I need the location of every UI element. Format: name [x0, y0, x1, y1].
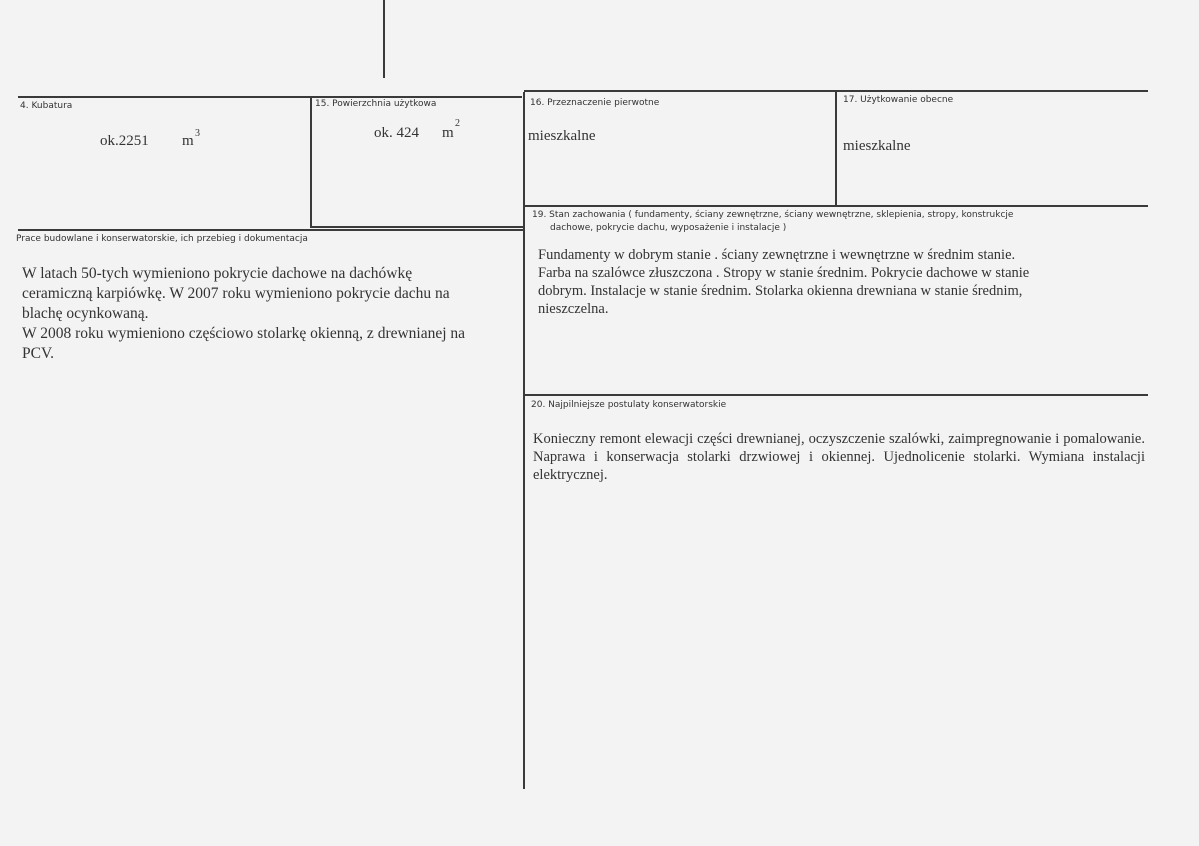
- divider-16-17: [835, 90, 837, 206]
- field-14-value: ok.2251: [100, 133, 149, 149]
- divider-under-14: [18, 229, 523, 231]
- field-19-text: [538, 246, 1078, 318]
- field-14-unit: m: [182, 133, 194, 149]
- divider-14-15: [310, 96, 312, 226]
- field-18-text: [22, 264, 517, 364]
- field-15-unit: m: [442, 125, 454, 141]
- field-19-line: nieszczelna.: [538, 301, 609, 317]
- field-14-unit-sup: 3: [195, 128, 200, 139]
- top-divider-line: [383, 0, 385, 78]
- field-20-text: Konieczny remont elewacji części drewnianej, oczyszczenie szalówki, zaimpregnowanie i pomalowanie. Naprawa i konserwacja stolarki drzwiowej i okiennej. Ujednolicenie stolarki. Wymiana instalacji elektrycznej.: [533, 431, 1145, 483]
- field-19-line: Farba na szalówce złuszczona . Stropy w stanie średnim. Pokrycie dachowe w stanie: [538, 265, 1030, 281]
- divider-19-20: [524, 394, 1148, 396]
- field-15-unit-sup: 2: [455, 118, 460, 129]
- row-top-line: [18, 96, 522, 98]
- divider-under-16-17: [524, 205, 1148, 207]
- field-17-value: mieszkalne: [843, 138, 911, 154]
- field-14-label: 4. Kubatura: [20, 101, 73, 111]
- field-19-label: 19. Stan zachowania ( fundamenty, ściany zewnętrzne, ściany wewnętrzne, sklepienia, stropy, konstrukcje: [532, 210, 1014, 220]
- field-19-line: Fundamenty w dobrym stanie . ściany zewnętrzne i wewnętrzne w średnim stanie.: [538, 247, 1016, 263]
- field-16-label: 16. Przeznaczenie pierwotne: [530, 98, 660, 108]
- field-19-label-cont: dachowe, pokrycie dachu, wyposażenie i instalacje ): [550, 223, 787, 233]
- divider-under-15: [310, 226, 523, 228]
- field-17-label: 17. Użytkowanie obecne: [843, 95, 954, 105]
- divider-15-16: [523, 92, 525, 789]
- field-15-label: 15. Powierzchnia użytkowa: [315, 99, 437, 109]
- field-18-line: PCV.: [22, 345, 55, 362]
- field-19-line: dobrym. Instalacje w stanie średnim. Stolarka okienna drewniana w stanie średnim,: [538, 283, 1023, 299]
- field-15-value: ok. 424: [374, 125, 419, 141]
- field-16-value: mieszkalne: [528, 128, 596, 144]
- field-18-line: W latach 50-tych wymieniono pokrycie dachowe na dachówkę: [22, 265, 413, 282]
- field-18-label: Prace budowlane i konserwatorskie, ich przebieg i dokumentacja: [16, 234, 308, 244]
- field-18-line: blachę ocynkowaną.: [22, 305, 149, 322]
- field-20-label: 20. Najpilniejsze postulaty konserwatorskie: [531, 400, 727, 410]
- field-18-line: ceramiczną karpiówkę. W 2007 roku wymieniono pokrycie dachu na: [22, 285, 450, 302]
- field-18-line: W 2008 roku wymieniono częściowo stolarkę okienną, z drewnianej na: [22, 325, 466, 342]
